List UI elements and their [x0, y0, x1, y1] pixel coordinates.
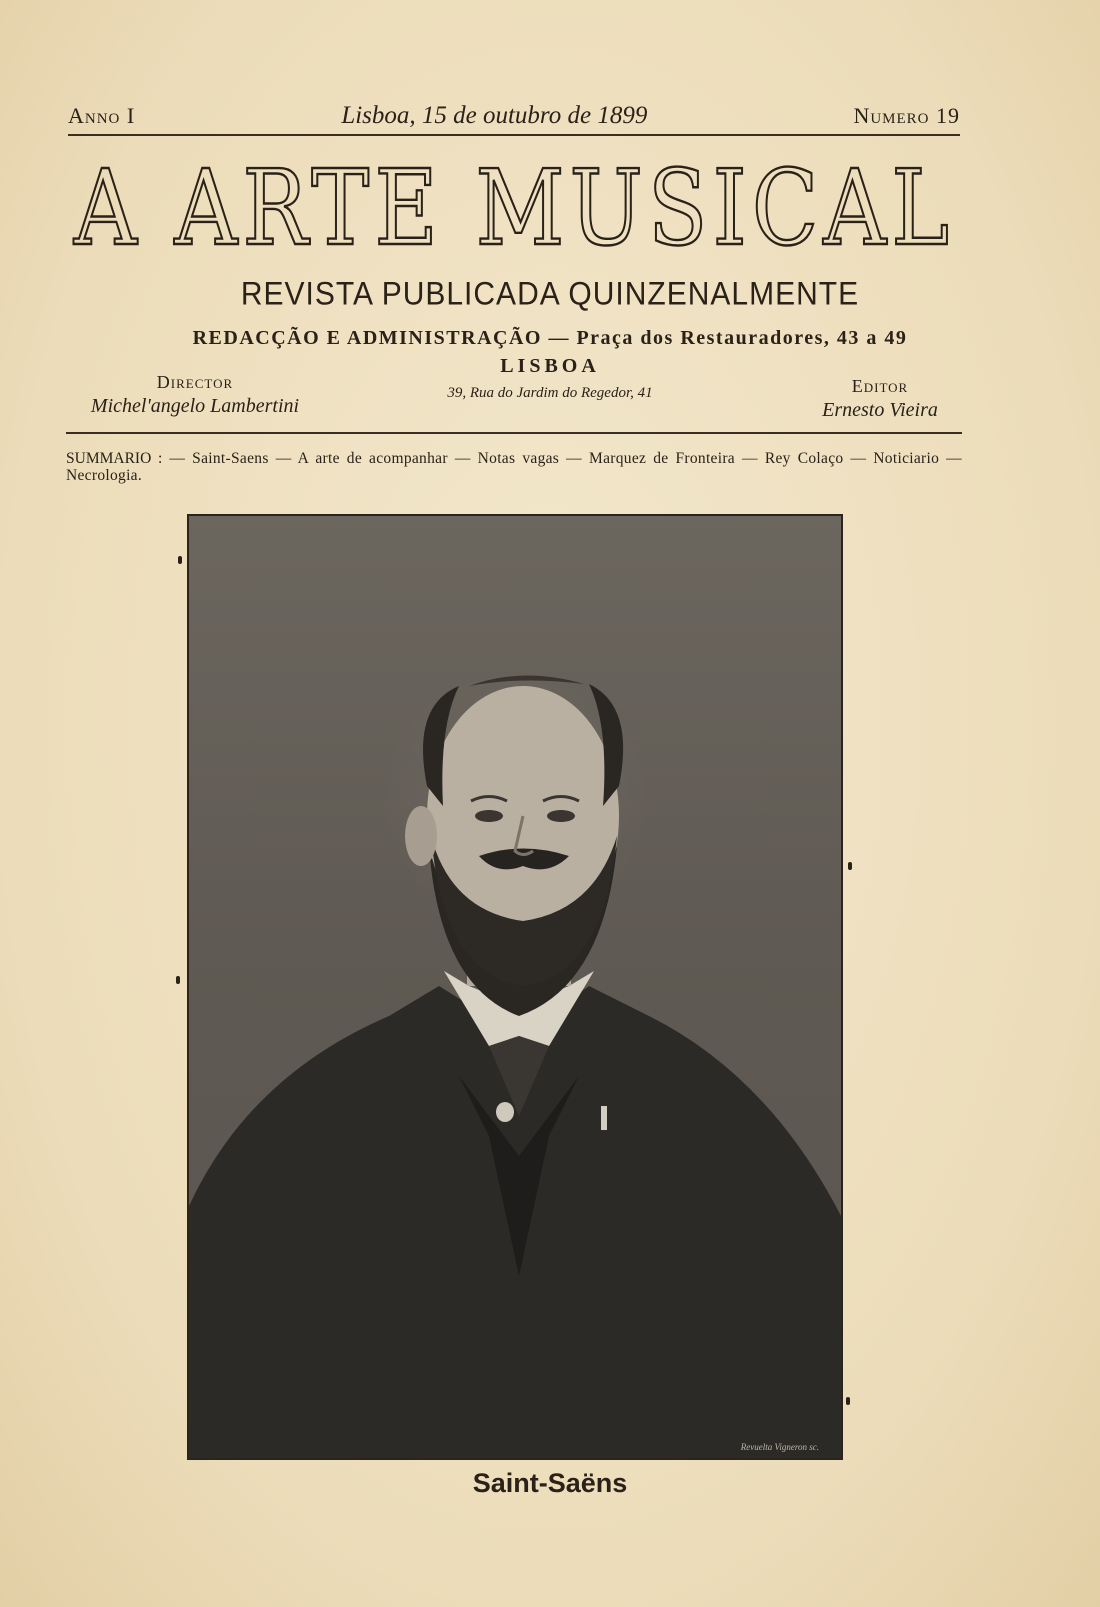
director-name: Michel'angelo Lambertini — [90, 395, 300, 417]
secondary-address: 39, Rua do Jardim do Regedor, 41 — [447, 385, 653, 401]
margin-mark — [178, 556, 182, 564]
masthead-title — [66, 147, 962, 269]
margin-mark — [176, 976, 180, 984]
engraver-credit: Revuelta Vigneron sc. — [740, 1442, 819, 1452]
issue-date: Lisboa, 15 de outubro de 1899 — [341, 102, 648, 129]
subtitle: REVISTA PUBLICADA QUINZENALMENTE — [240, 276, 860, 313]
portrait-illustration — [189, 516, 841, 1458]
summary-text: — Saint-Saens — A arte de acompanhar — Notas vagas — Marquez de Fronteira — Rey Colaço — Noticiario — Necrologia. — [66, 450, 962, 484]
margin-mark — [848, 862, 852, 870]
issue-number: Numero 19 — [853, 103, 960, 128]
administration-address: REDACÇÃO E ADMINISTRAÇÃO — Praça dos Restauradores, 43 a 49 — [192, 327, 908, 349]
volume-label: Anno I — [68, 103, 136, 128]
masthead-text: A ARTE MUSICAL — [73, 147, 954, 269]
margin-mark — [846, 1397, 850, 1405]
editor-label: Editor — [851, 376, 909, 396]
issue-line — [68, 102, 960, 136]
editor-name: Ernesto Vieira — [822, 399, 938, 421]
summary-label: SUMMARIO : — [66, 450, 163, 467]
portrait-caption: Saint-Saëns — [472, 1468, 628, 1498]
portrait-photo — [187, 514, 843, 1460]
director-label: Director — [156, 372, 234, 392]
city-name: LISBOA — [500, 355, 600, 377]
editor-block — [800, 376, 960, 422]
divider — [66, 432, 962, 434]
director-block — [68, 372, 322, 418]
table-of-contents — [66, 450, 962, 484]
